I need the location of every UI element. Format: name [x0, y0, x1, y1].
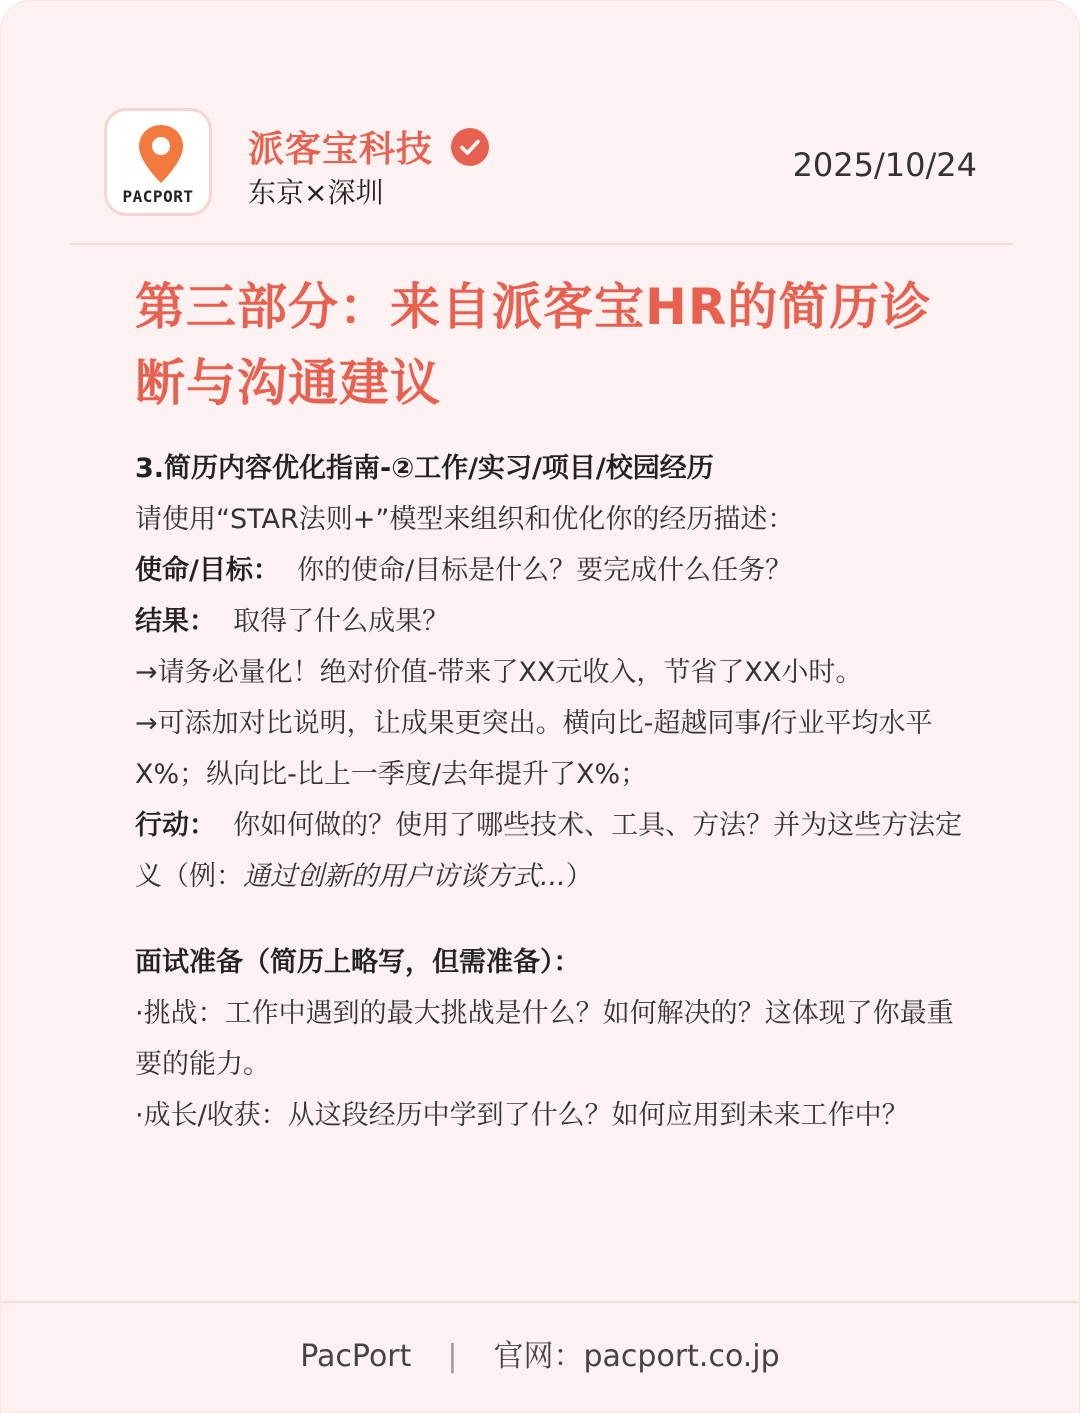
section-intro: 请使用“STAR法则+”模型来组织和优化你的经历描述： [135, 504, 795, 535]
interview-item-growth: ·成长/收获：从这段经历中学到了什么？如何应用到未来工作中？ [135, 1100, 909, 1131]
footer-brand: PacPort [300, 1339, 412, 1374]
action-example: 通过创新的用户访谈方式... [243, 861, 566, 892]
brand-header [248, 121, 489, 172]
brand-logo [104, 108, 212, 216]
article-body [135, 443, 965, 1141]
mission-label: 使命/目标： [135, 555, 280, 586]
check-badge-icon [451, 128, 489, 166]
footer-website-link[interactable]: 官网：pacport.co.jp [493, 1339, 780, 1374]
interview-heading: 面试准备（简历上略写，但需准备）： [135, 947, 581, 978]
location-text: 东京×深圳 [248, 176, 384, 209]
header-divider [69, 243, 1013, 245]
post-date: 2025/10/24 [792, 146, 977, 184]
mission-line [135, 545, 965, 596]
logo-wordmark: PACPORT [122, 187, 194, 206]
action-line [135, 800, 965, 902]
interview-item-challenge: ·挑战：工作中遇到的最大挑战是什么？如何解决的？这体现了你最重要的能力。 [135, 998, 954, 1080]
result-note-compare: →可添加对比说明，让成果更突出。横向比-超越同事/行业平均水平X%；纵向比-比上一季度/去年提升了X%； [135, 708, 933, 790]
brand-name: 派客宝科技 [248, 129, 434, 170]
result-label: 结果： [135, 606, 216, 637]
location-pin-icon [137, 123, 185, 185]
footer-separator: | [447, 1339, 458, 1374]
result-note-quantify: →请务必量化！绝对价值-带来了XX元收入，节省了XX小时。 [135, 657, 863, 688]
section-heading: 3.简历内容优化指南-②工作/实习/项目/校园经历 [135, 453, 714, 484]
result-text: 取得了什么成果？ [233, 606, 450, 637]
result-line [135, 596, 965, 647]
mission-text: 你的使命/目标是什么？要完成什么任务？ [297, 555, 793, 586]
spacer [135, 902, 965, 937]
footer-divider [1, 1301, 1080, 1303]
action-close: ） [565, 861, 593, 892]
footer [1, 1331, 1079, 1375]
action-text: 你如何做的？使用了哪些技术、工具、方法？并为这些方法定义（例： [135, 810, 963, 892]
action-label: 行动： [135, 810, 216, 841]
page-title: 第三部分：来自派客宝HR的简历诊断与沟通建议 [135, 278, 932, 412]
